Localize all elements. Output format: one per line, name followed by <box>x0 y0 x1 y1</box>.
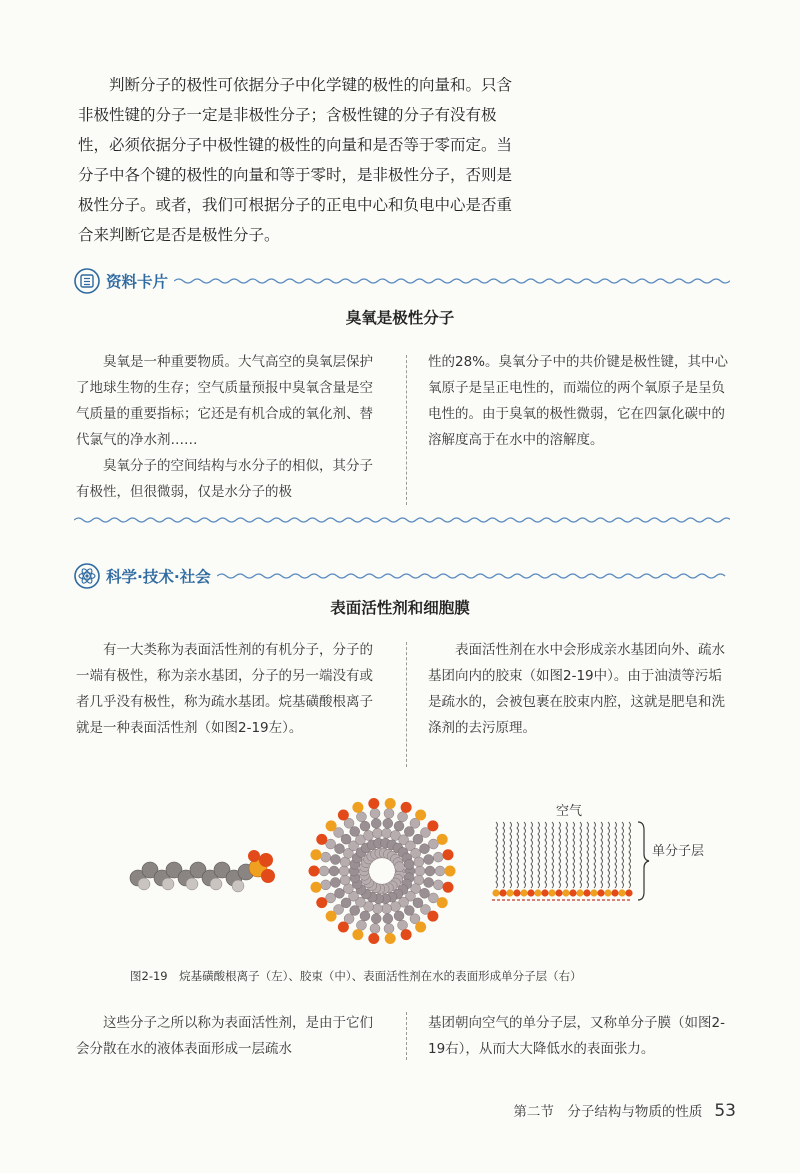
bottom-right-column <box>428 1010 728 1062</box>
sts-left-column <box>76 637 382 741</box>
sts-left-para-1: 有一大类称为表面活性剂的有机分子，分子的一端有极性，称为亲水基团，分子的另一端没有或者几乎没有极性，称为疏水基团。烷基磺酸根离子就是一种表面活性剂（如图2-19左）。 <box>76 642 373 736</box>
info-card-label: 资料卡片 <box>106 273 169 291</box>
footer-section: 第二节 分子结构与物质的性质 <box>513 1104 703 1120</box>
wavy-divider-bottom <box>74 515 730 525</box>
brace-icon <box>636 820 650 902</box>
figure-caption: 图2-19 烷基磺酸根离子（左）、胶束（中）、表面活性剂在水的表面形成单分子层（右） <box>130 969 582 983</box>
page-footer <box>513 1100 736 1121</box>
atom-icon <box>74 563 100 589</box>
bottom-left-para: 这些分子之所以称为表面活性剂，是由于它们会分散在水的液体表面形成一层疏水 <box>76 1015 373 1057</box>
info-card-right-para-1: 性的28%。臭氧分子中的共价键是极性键，其中心氧原子是呈正电性的，而端位的两个氧原子是呈负电性的。由于臭氧的极性微弱，它在四氯化碳中的溶解度高于在水中的溶解度。 <box>428 354 729 448</box>
info-card-right-column <box>428 349 728 453</box>
monolayer-diagram <box>492 820 648 904</box>
info-card-header <box>74 266 730 296</box>
sts-header <box>74 561 730 591</box>
info-card-left-column <box>76 349 382 505</box>
info-card-left-para-1: 臭氧是一种重要物质。大气高空的臭氧层保护了地球生物的生存；空气质量预报中臭氧含量是空气质量的重要指标；它还是有机合成的氧化剂、替代氯气的净水剂…… <box>76 354 373 448</box>
intro-paragraph <box>78 70 518 250</box>
info-card-left-para-2: 臭氧分子的空间结构与水分子的相似，其分子有极性，但很微弱，仅是水分子的极 <box>76 458 373 500</box>
column-divider <box>406 642 407 767</box>
column-divider <box>406 355 407 505</box>
sts-title: 表面活性剂和细胞膜 <box>330 599 470 617</box>
micelle-diagram <box>306 795 458 947</box>
bottom-right-para: 基团朝向空气的单分子层，又称单分子膜（如图2-19右），从而大大降低水的表面张力。 <box>428 1015 725 1057</box>
monolayer-label: 单分子层 <box>652 844 705 859</box>
sts-right-para-1: 表面活性剂在水中会形成亲水基团向外、疏水基团向内的胶束（如图2-19中）。由于油渍等污垢是疏水的，会被包裹在胶束内腔，这就是肥皂和洗涤剂的去污原理。 <box>428 642 725 736</box>
alkyl-sulfonate-molecule <box>126 848 276 898</box>
wavy-divider <box>217 571 730 581</box>
sts-right-column <box>428 637 728 741</box>
page-number: 53 <box>714 1101 736 1121</box>
air-label: 空气 <box>556 804 583 819</box>
column-divider <box>406 1012 407 1060</box>
info-card-title: 臭氧是极性分子 <box>345 309 455 327</box>
intro-text: 判断分子的极性可依据分子中化学键的极性的向量和。只含非极性键的分子一定是非极性分子；含极性键的分子有没有极性，必须依据分子中极性键的极性的向量和是否等于零而定。当分子中各个键的极性的向量和等于零时，是非极性分子，否则是极性分子。或者，我们可根据分子的正电中心和负电中心是否重合来判断它是否是极性分子。 <box>78 76 513 244</box>
bottom-left-column <box>76 1010 382 1062</box>
sts-label: 科学·技术·社会 <box>106 568 211 586</box>
book-icon <box>74 268 100 294</box>
wavy-divider <box>174 276 730 286</box>
